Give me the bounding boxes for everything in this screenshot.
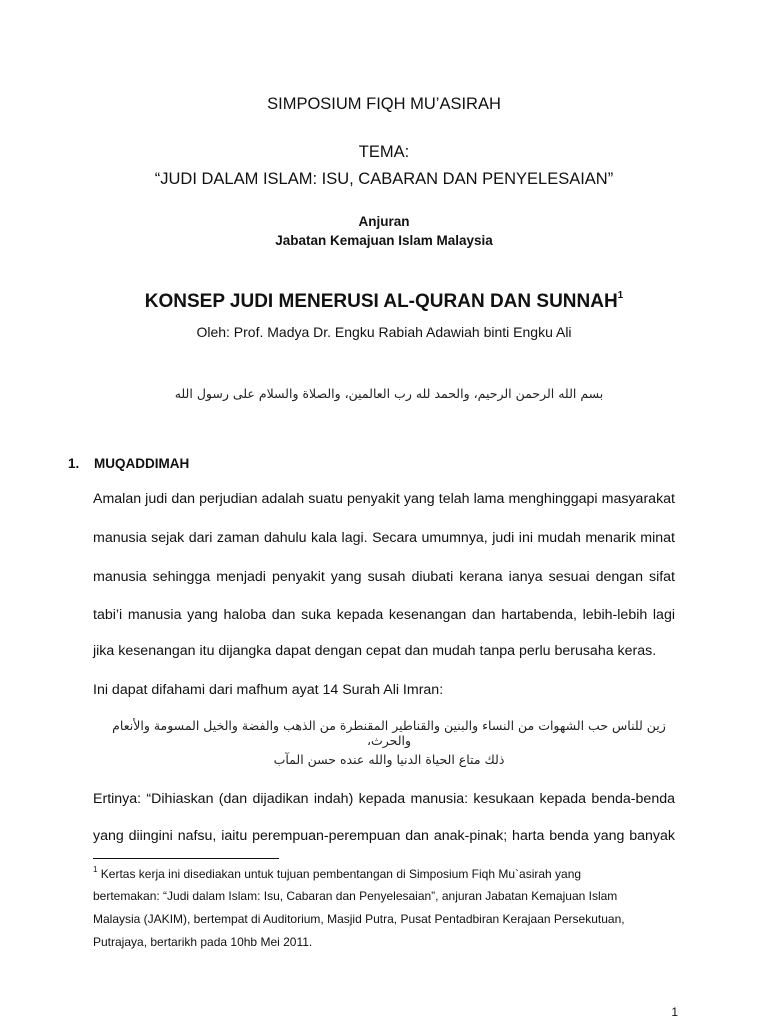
- footnote-line: Malaysia (JAKIM), bertempat di Auditorium, Masjid Putra, Pusat Pentadbiran Kerajaan Persekutuan,: [93, 912, 625, 926]
- section-heading: [68, 456, 189, 471]
- basmalah-text: بسم الله الرحمن الرحيم، والحمد لله رب العالمين، والصلاة والسلام على رسول الله: [174, 386, 604, 401]
- ayat-line-1: زين للناس حب الشهوات من النساء والبنين والقناطير المقنطرة من الذهب والفضة والخيل المسومة والأنعام والحرث،: [112, 718, 666, 748]
- footnote-number: 1: [93, 865, 98, 874]
- symposium-title: SIMPOSIUM FIQH MU’ASIRAH: [267, 95, 501, 113]
- theme-title: “JUDI DALAM ISLAM: ISU, CABARAN DAN PENYELESAIAN”: [154, 170, 614, 188]
- footnote-text: Kertas kerja ini disediakan untuk tujuan pembentangan di Simposium Fiqh Mu`asirah yang: [97, 867, 582, 881]
- page-number: 1: [671, 1005, 678, 1019]
- paragraph-line: manusia sehingga menjadi penyakit yang susah diubati kerana ianya sesuai dengan sifat: [93, 569, 675, 585]
- section-number: 1.: [68, 456, 80, 471]
- organizer-label: Anjuran: [358, 214, 410, 229]
- paragraph-line: jika kesenangan itu dijangka dapat dengan cepat dan mudah tanpa perlu berusaha keras.: [93, 643, 657, 659]
- paragraph-line: Amalan judi dan perjudian adalah suatu penyakit yang telah lama menghinggapi masyarakat: [93, 491, 675, 507]
- footnote-line: [93, 866, 683, 881]
- footnote-ref: 1: [617, 289, 624, 301]
- paragraph-line: manusia sejak dari zaman dahulu kala lagi. Secara umumnya, judi ini mudah menarik minat: [93, 530, 675, 546]
- footnote-divider: [93, 858, 279, 859]
- ayat-line-2: ذلك متاع الحياة الدنيا والله عنده حسن المآب: [273, 752, 505, 767]
- paragraph-line: Ertinya: “Dihiaskan (dan dijadikan indah) kepada manusia: kesukaan kepada benda-benda: [93, 791, 675, 807]
- paragraph-line: tabi’i manusia yang haloba dan suka kepada kesenangan dan hartabenda, lebih-lebih lagi: [93, 607, 675, 623]
- footnote-line: bertemakan: “Judi dalam Islam: Isu, Cabaran dan Penyelesaian”, anjuran Jabatan Kemajuan Islam: [93, 889, 618, 903]
- section-title: MUQADDIMAH: [94, 456, 190, 471]
- paper-title-text: KONSEP JUDI MENERUSI AL-QURAN DAN SUNNAH: [144, 291, 618, 312]
- author-line: Oleh: Prof. Madya Dr. Engku Rabiah Adawiah binti Engku Ali: [196, 324, 572, 340]
- footnote-line: Putrajaya, bertarikh pada 10hb Mei 2011.: [93, 935, 313, 949]
- paragraph-intro-ayat: Ini dapat difahami dari mafhum ayat 14 Surah Ali Imran:: [93, 682, 444, 698]
- theme-label: TEMA:: [358, 143, 410, 161]
- paper-title: [0, 291, 768, 313]
- paragraph-line: yang diingini nafsu, iaitu perempuan-perempuan dan anak-pinak; harta benda yang banyak: [93, 828, 675, 844]
- organizer-name: Jabatan Kemajuan Islam Malaysia: [275, 233, 493, 248]
